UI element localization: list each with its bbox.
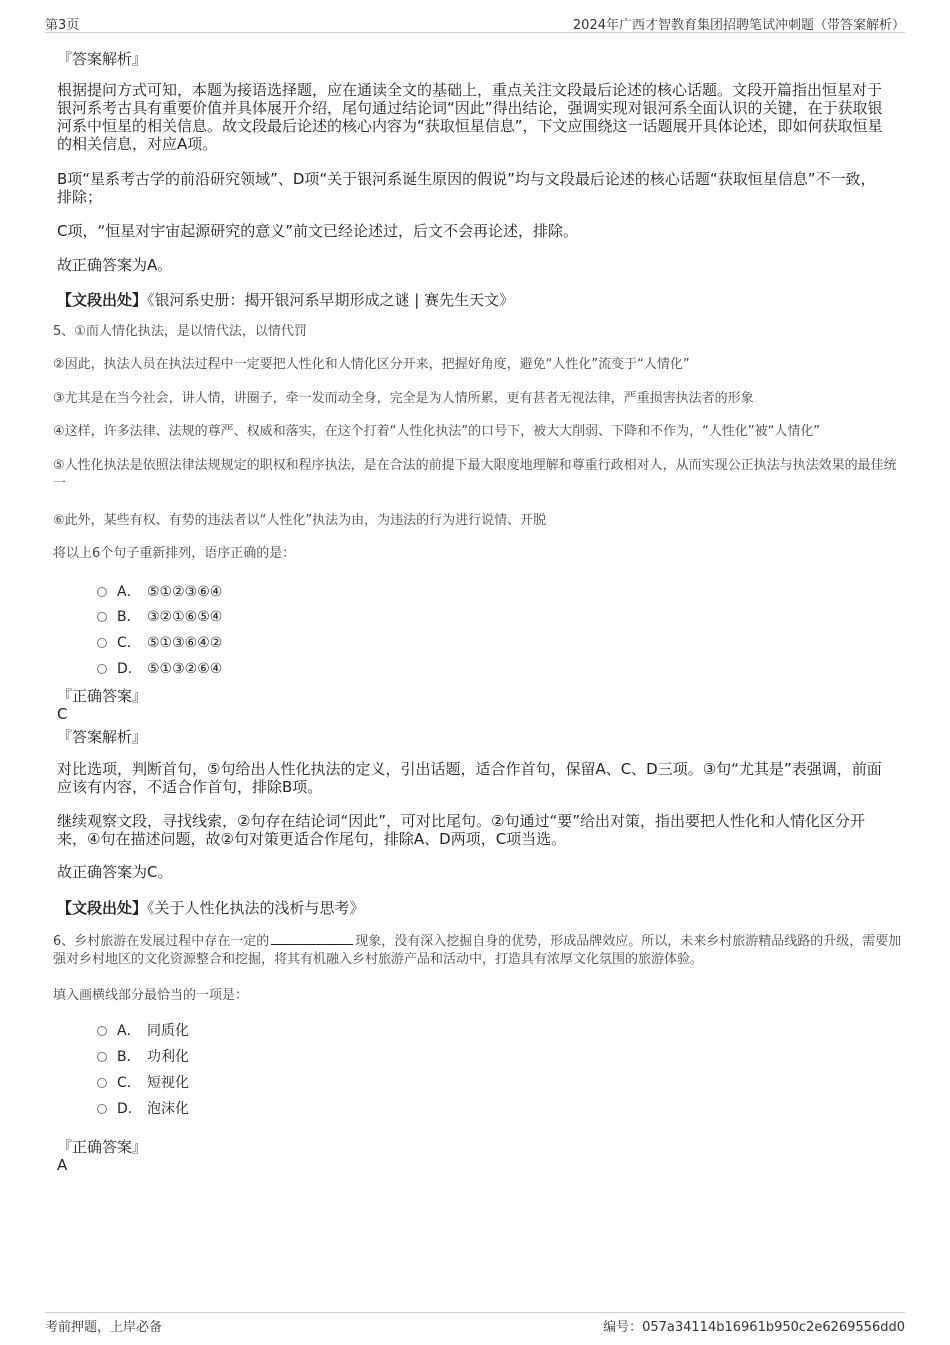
q6-answer-label: 『正确答案』: [57, 1138, 148, 1156]
q5-option-d[interactable]: D． ⑤①③②⑥④: [97, 658, 222, 678]
q5-sentence-4: ④这样，许多法律、法规的尊严、权威和落实，在这个打着“人性化执法”的口号下，被大大削弱、下降和不作为，“人性化”被“人情化”: [53, 424, 821, 439]
q5-answer-label: 『正确答案』: [57, 687, 148, 705]
radio-icon[interactable]: [97, 1078, 107, 1088]
q6-option-c[interactable]: C． 短视化: [97, 1072, 189, 1092]
q5-option-b[interactable]: B． ③②①⑥⑤④: [97, 606, 222, 626]
radio-icon[interactable]: [97, 1052, 107, 1062]
q5-analysis-label: 『答案解析』: [57, 728, 148, 746]
q5-sentence-1: 5、①而人情化执法，是以情代法，以情代罚: [53, 324, 307, 339]
source-label: 【文段出处】: [57, 291, 148, 309]
analysis-paragraph-3: C项，“恒星对宇宙起源研究的意义”前文已经论述过，后文不会再论述，排除。: [57, 222, 579, 240]
q5-sentence-2: ②因此，执法人员在执法过程中一定要把人性化和人情化区分开来，把握好角度，避免“人性化”流变于“人情化”: [53, 357, 690, 372]
analysis-label: 『答案解析』: [57, 50, 148, 68]
radio-icon[interactable]: [97, 587, 107, 597]
q5-option-c[interactable]: C． ⑤①③⑥④②: [97, 632, 222, 652]
source-text: 《银河系史册：揭开银河系早期形成之谜 | 赛先生天文》: [147, 291, 515, 309]
source-label: 【文段出处】: [57, 899, 148, 917]
q6-option-a[interactable]: A． 同质化: [97, 1020, 189, 1040]
page-number: 第3页: [45, 18, 80, 33]
page-footer: [45, 1312, 905, 1335]
radio-icon[interactable]: [97, 638, 107, 648]
q6-answer: A: [57, 1156, 68, 1174]
q6-option-b[interactable]: B． 功利化: [97, 1046, 189, 1066]
q5-analysis-paragraph-1: 对比选项，判断首句，⑤句给出人性化执法的定义，引出话题，适合作首句，保留A、C、D三项。③句“尤其是”表强调，前面应该有内容，不适合作首句，排除B项。: [57, 760, 882, 796]
analysis-conclusion: 故正确答案为A。: [57, 256, 173, 274]
radio-icon[interactable]: [97, 612, 107, 622]
q5-prompt: 将以上6个句子重新排列，语序正确的是：: [53, 546, 296, 561]
fill-in-blank: [271, 932, 353, 945]
analysis-paragraph-2: B项“星系考古学的前沿研究领域”、D项“关于银河系诞生原因的假说”均与文段最后论述的核心话题“获取恒星信息”不一致，排除；: [57, 170, 876, 206]
q5-sentence-3: ③尤其是在当今社会，讲人情，讲圈子，牵一发而动全身，完全是为人情所累，更有甚者无视法律，严重损害执法者的形象: [53, 391, 754, 406]
page-header: [45, 12, 905, 33]
footer-slogan: 考前押题，上岸必备: [45, 1320, 163, 1335]
radio-icon[interactable]: [97, 1104, 107, 1114]
analysis-paragraph-1: 根据提问方式可知，本题为接语选择题，应在通读全文的基础上，重点关注文段最后论述的核心话题。文段开篇指出恒星对于银河系考古具有重要价值并具体展开介绍，尾句通过结论词“因此”得出结论，强调实现对银河系全面认识的关键，在于获取银河系中恒星的相关信息。故文段最后论述的核心内容为“获取恒星信息”，下文应围绕这一话题展开具体论述，即如何获取恒星的相关信息，对应A项。: [57, 81, 883, 153]
document-serial: 编号：057a34114b16961b950c2e6269556dd0: [603, 1320, 905, 1335]
radio-icon[interactable]: [97, 664, 107, 674]
q5-analysis-paragraph-2: 继续观察文段，寻找线索，②句存在结论词“因此”，可对比尾句。②句通过“要”给出对策，指出要把人性化和人情化区分开来，④句在描述问题，故②句对策更适合作尾句，排除A、D两项，C项当选。: [57, 812, 865, 848]
document-title: 2024年广西才智教育集团招聘笔试冲刺题（带答案解析）: [572, 18, 905, 33]
source-text: 《关于人性化执法的浅析与思考》: [147, 899, 365, 917]
q5-sentence-5: ⑤人性化执法是依照法律法规规定的职权和程序执法，是在合法的前提下最大限度地理解和尊重行政相对人，从而实现公正执法与执法效果的最佳统一: [53, 458, 897, 491]
q5-source-citation: [57, 897, 365, 918]
q5-sentence-6: ⑥此外，某些有权、有势的违法者以“人性化”执法为由，为违法的行为进行说情、开脱: [53, 513, 547, 528]
q6-option-d[interactable]: D． 泡沫化: [97, 1098, 189, 1118]
source-citation: [57, 289, 514, 310]
radio-icon[interactable]: [97, 1026, 107, 1036]
q6-prompt: 填入画横线部分最恰当的一项是：: [53, 988, 249, 1003]
q5-option-a[interactable]: A． ⑤①②③⑥④: [97, 581, 222, 601]
q6-stem: 6、乡村旅游在发展过程中存在一定的 现象，没有深入挖掘自身的优势，形成品牌效应。所以，未来乡村旅游精品线路的升级，需要加强对乡村地区的文化资源整合和挖掘，将其有机融入乡村旅游产品和活动中，打造具有浓厚文化氛围的旅游体验。: [53, 934, 902, 967]
q5-answer: C: [57, 705, 68, 723]
q5-analysis-conclusion: 故正确答案为C。: [57, 863, 173, 881]
